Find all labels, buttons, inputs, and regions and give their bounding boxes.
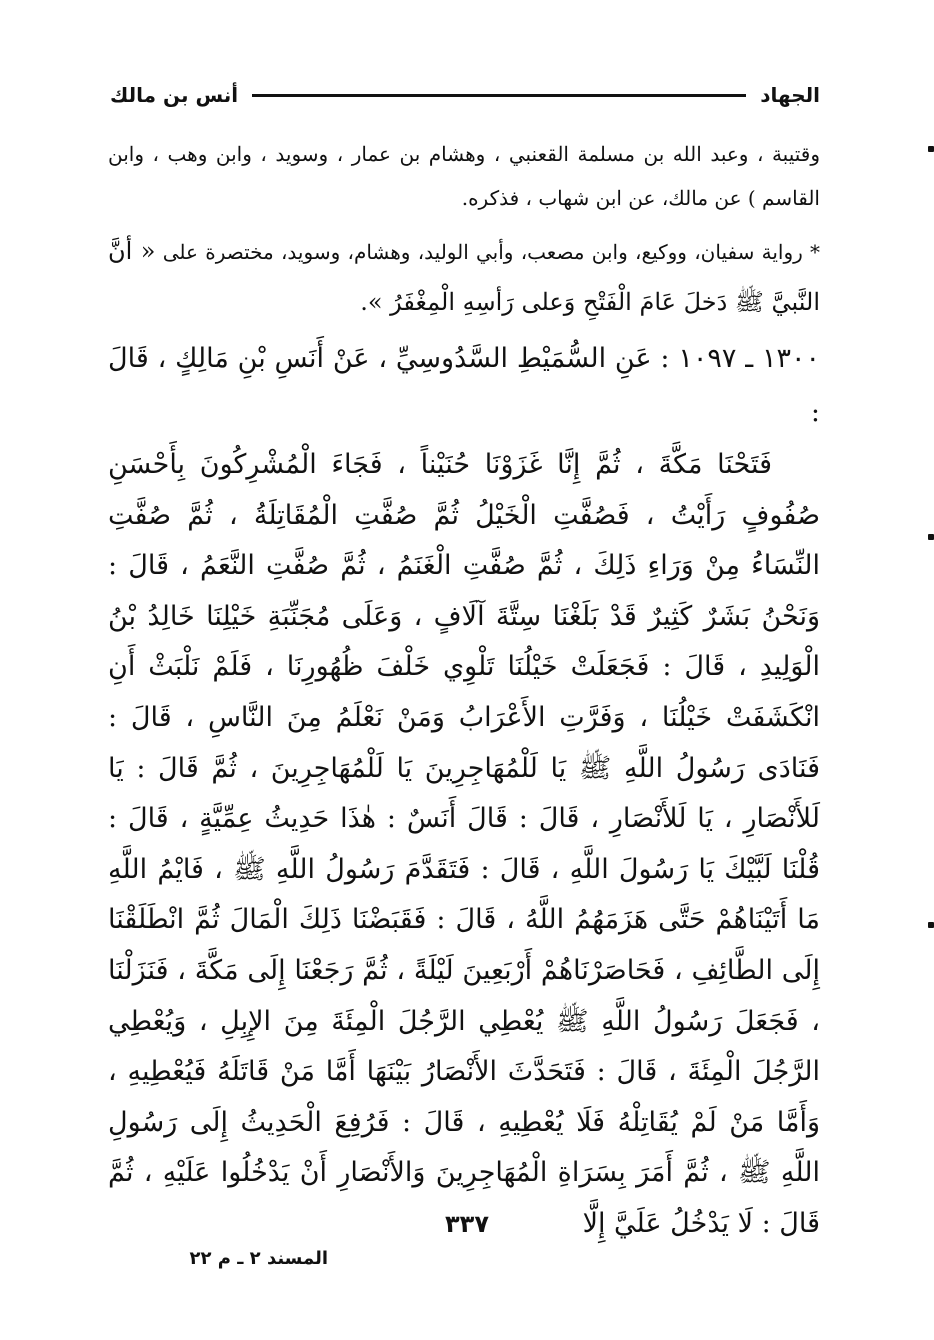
narrator-title: أنس بن مالك [110, 83, 239, 107]
note-paragraph [108, 226, 820, 328]
binding-mark [928, 922, 934, 928]
note-text: * رواية سفيان، ووكيع، وابن مصعب، وأبي الوليد، وهشام، وسويد، مختصرة على [162, 240, 821, 264]
header-rule [252, 94, 746, 97]
note-quote: « أنَّ النَّبيَّ ﷺ دَخلَ عَامَ الْفَتْحِ وَعلى رَأسِهِ الْمِغْفَرُ ». [108, 237, 820, 316]
binding-mark [928, 534, 934, 540]
hadith-header: ١٣٠٠ ـ ١٠٩٧ : عَنِ السُّمَيْطِ السَّدُوسِيِّ ، عَنْ أَنَسِ بْنِ مَالِكٍ ، قَالَ : [108, 343, 820, 428]
section-title: الجهاد [760, 83, 820, 107]
page-body [108, 132, 820, 1250]
page-number: ٣٣٧ [445, 1210, 489, 1238]
running-header [110, 78, 820, 112]
binding-mark [928, 146, 934, 152]
intro-paragraph: وقتيبة ، وعبد الله بن مسلمة القعنبي ، وهشام بن عمار ، وسويد ، وابن وهب ، وابن القاسم ) عن مالك، عن ابن شهاب ، فذكره. [108, 142, 820, 210]
hadith-text: فَتَحْنَا مَكَّةَ ، ثُمَّ إِنَّا غَزَوْنَا حُنَيْناً ، فَجَاءَ الْمُشْرِكُونَ بِأَحْسَنِ صُفُوفٍ رَأَيْتُ ، فَصُفَّتِ الْخَيْلُ ثُمَّ صُفَّتِ الْمُقَاتِلَةُ ، ثُمَّ صُفَّتِ النِّسَاءُ مِنْ وَرَاءِ ذَلِكَ ، ثُمَّ صُفَّتِ الْغَنَمُ ، ثُمَّ صُفَّتِ النَّعَمُ ، قَالَ : وَنَحْنُ بَشَرٌ كَثِيرٌ قَدْ بَلَغْنَا سِتَّةَ آلَافٍ ، وَعَلَى مُجَنِّبَةِ خَيْلِنَا خَالِدُ بْنُ الْوَلِيدِ ، قَالَ : فَجَعَلَتْ خَيْلُنَا تَلْوِي خَلْفَ ظُهُورِنَا ، فَلَمْ نَلْبَثْ أَنِ انْكَشَفَتْ خَيْلُنَا ، وَفَرَّتِ الأَعْرَابُ وَمَنْ نَعْلَمُ مِنَ النَّاسِ ، قَالَ : فَنَادَى رَسُولُ اللَّهِ ﷺ يَا لَلْمُهَاجِرِينَ يَا لَلْمُهَاجِرِينَ ، ثُمَّ قَالَ : يَا لَلأَنْصَارِ ، يَا لَلأَنْصَارِ ، قَالَ : قَالَ أَنَسٌ : هٰذَا حَدِيثُ عِمِّيَّةٍ ، قَالَ : قُلْنَا لَبَّيْكَ يَا رَسُولَ اللَّهِ ، قَالَ : فَتَقَدَّمَ رَسُولُ اللَّهِ ﷺ ، فَايْمُ اللَّهِ مَا أَتَيْنَاهُمْ حَتَّى هَزَمَهُمُ اللَّهُ ، قَالَ : فَقَبَضْنَا ذَلِكَ الْمَالَ ثُمَّ انْطَلَقْنَا إِلَى الطَّائِفِ ، فَحَاصَرْنَاهُمْ أَرْبَعِينَ لَيْلَةً ، ثُمَّ رَجَعْنَا إِلَى مَكَّةَ ، فَنَزَلْنَا ، فَجَعَلَ رَسُولُ اللَّهِ ﷺ يُعْطِي الرَّجُلَ الْمِئَةَ مِنَ الإِبِلِ ، وَيُعْطِي الرَّجُلَ الْمِئَةَ ، قَالَ : فَتَحَدَّثَ الأَنْصَارُ بَيْنَهَا أَمَّا مَنْ قَاتَلَهُ فَيُعْطِيهِ ، وَأَمَّا مَنْ لَمْ يُقَاتِلْهُ فَلَا يُعْطِيهِ ، قَالَ : فَرُفِعَ الْحَدِيثُ إِلَى رَسُولِ اللَّهِ ﷺ ، ثُمَّ أَمَرَ بِسَرَاةِ الْمُهَاجِرِينَ وَالأَنْصَارِ أَنْ يَدْخُلُوا عَلَيْهِ ، ثُمَّ قَالَ : لَا يَدْخُلُ عَلَيَّ إِلَّا [108, 449, 820, 1239]
print-signature: المسند ٢ ـ م ٢٢ [189, 1248, 328, 1269]
